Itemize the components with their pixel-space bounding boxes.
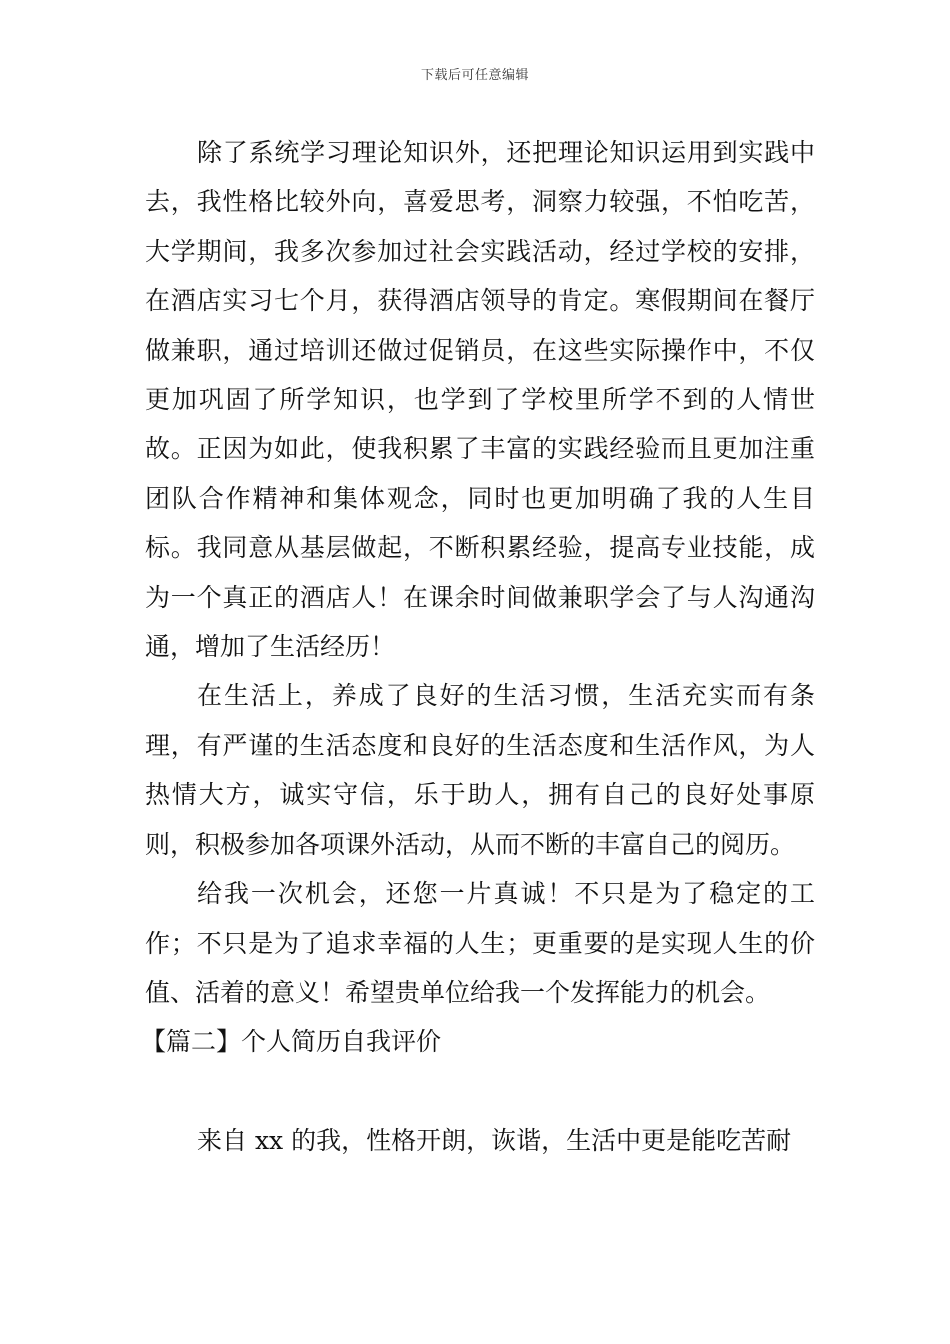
page-header: 下载后可任意编辑	[420, 68, 529, 83]
section-heading: 【篇二】个人简历自我评价	[141, 1027, 442, 1057]
blank-line	[145, 1067, 815, 1116]
paragraph-life: 在生活上，养成了良好的生活习惯，生活充实而有条理，有严谨的生活态度和良好的生活态度和生活作风，为人热情大方，诚实守信，乐于助人，拥有自己的良好处事原则，积极参加各项课外活动，从而不断的丰富自己的阅历。	[145, 681, 815, 859]
paragraph-section-two: 来自 xx 的我，性格开朗，诙谐，生活中更是能吃苦耐	[197, 1125, 792, 1155]
document-body	[141, 128, 815, 1165]
paragraph-opportunity: 给我一次机会，还您一片真诚！不只是为了稳定的工作；不只是为了追求幸福的人生；更重要的是实现人生的价值、活着的意义！希望贵单位给我一个发挥能力的机会。	[145, 879, 815, 1007]
paragraph-practice: 除了系统学习理论知识外，还把理论知识运用到实践中去，我性格比较外向，喜爱思考，洞察力较强，不怕吃苦，大学期间，我多次参加过社会实践活动，经过学校的安排，在酒店实习七个月，获得酒店领导的肯定。寒假期间在餐厅做兼职，通过培训还做过促销员，在这些实际操作中，不仅更加巩固了所学知识，也学到了学校里所学不到的人情世故。正因为如此，使我积累了丰富的实践经验而且更加注重团队合作精神和集体观念，同时也更加明确了我的人生目标。我同意从基层做起，不断积累经验，提高专业技能，成为一个真正的酒店人！在课余时间做兼职学会了与人沟通沟通，增加了生活经历！	[145, 138, 815, 662]
